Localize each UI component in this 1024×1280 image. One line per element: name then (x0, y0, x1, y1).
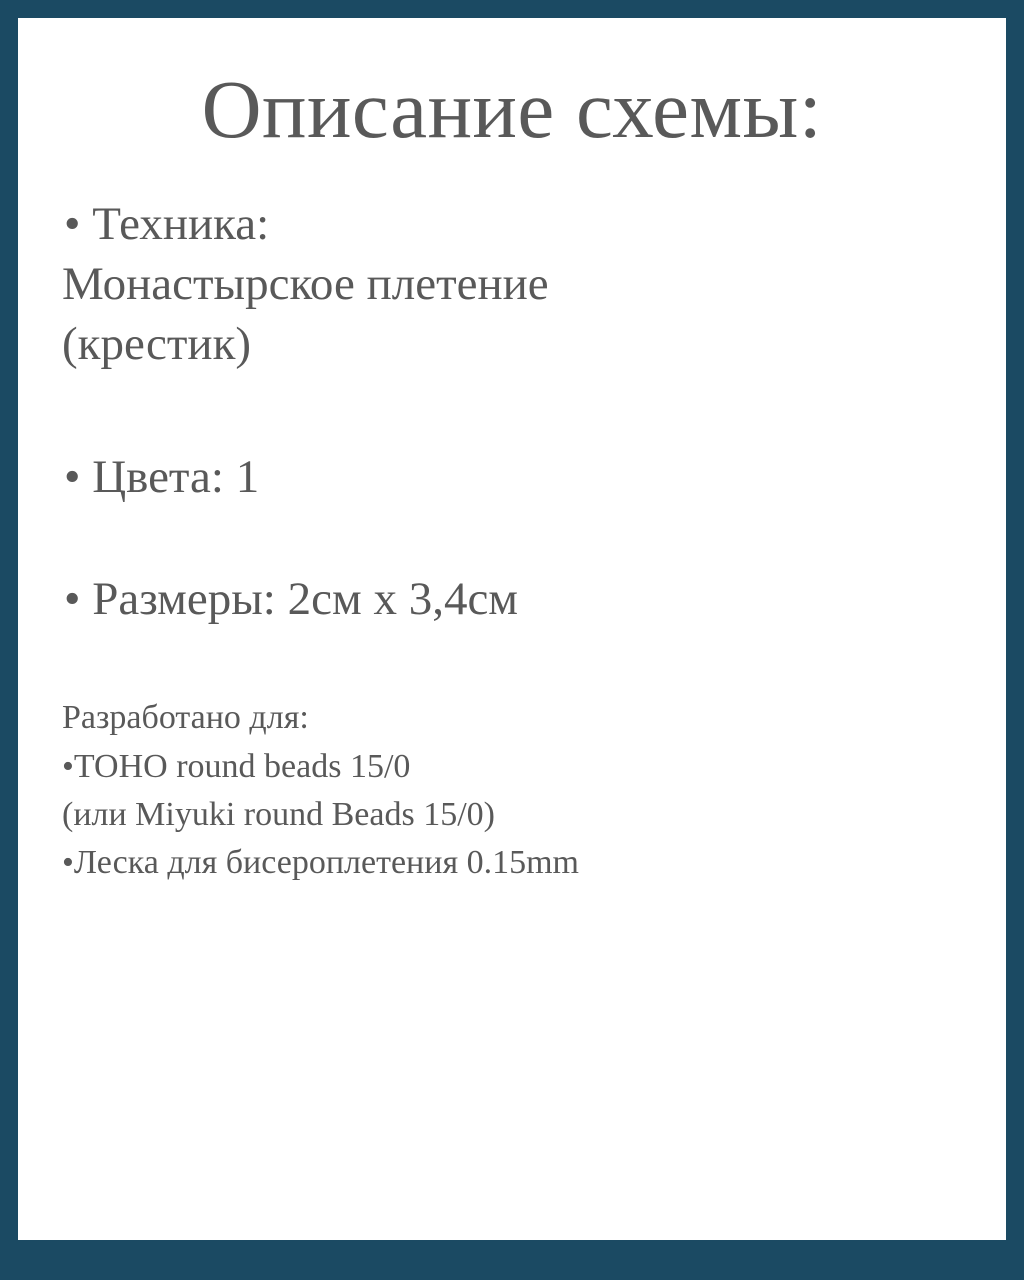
spec-value-technique-line-1: Монастырское плетение (62, 258, 549, 311)
materials-line-2: (или Miyuki round Beads 15/0) (62, 795, 495, 833)
spacer-3 (58, 630, 966, 694)
spec-label-colors: • Цвета: 1 (64, 450, 260, 503)
spec-label-technique: • Техника: (64, 198, 270, 251)
materials-line-3: •Леска для бисероплетения 0.15mm (62, 844, 579, 882)
materials-heading: Разработано для: (62, 699, 309, 737)
spec-label-size: • Размеры: 2см х 3,4см (64, 573, 519, 626)
materials-block (58, 694, 966, 887)
spec-item-technique (58, 195, 966, 374)
description-card (18, 18, 1006, 1240)
spacer-2 (58, 508, 966, 570)
page-title: Описание схемы: (201, 63, 823, 155)
materials-line-1: •TOHO round beads 15/0 (62, 747, 411, 785)
spec-item-colors (58, 448, 966, 506)
spacer-1 (58, 374, 966, 448)
spec-item-size (58, 570, 966, 628)
spec-value-technique-line-2: (крестик) (62, 317, 252, 370)
